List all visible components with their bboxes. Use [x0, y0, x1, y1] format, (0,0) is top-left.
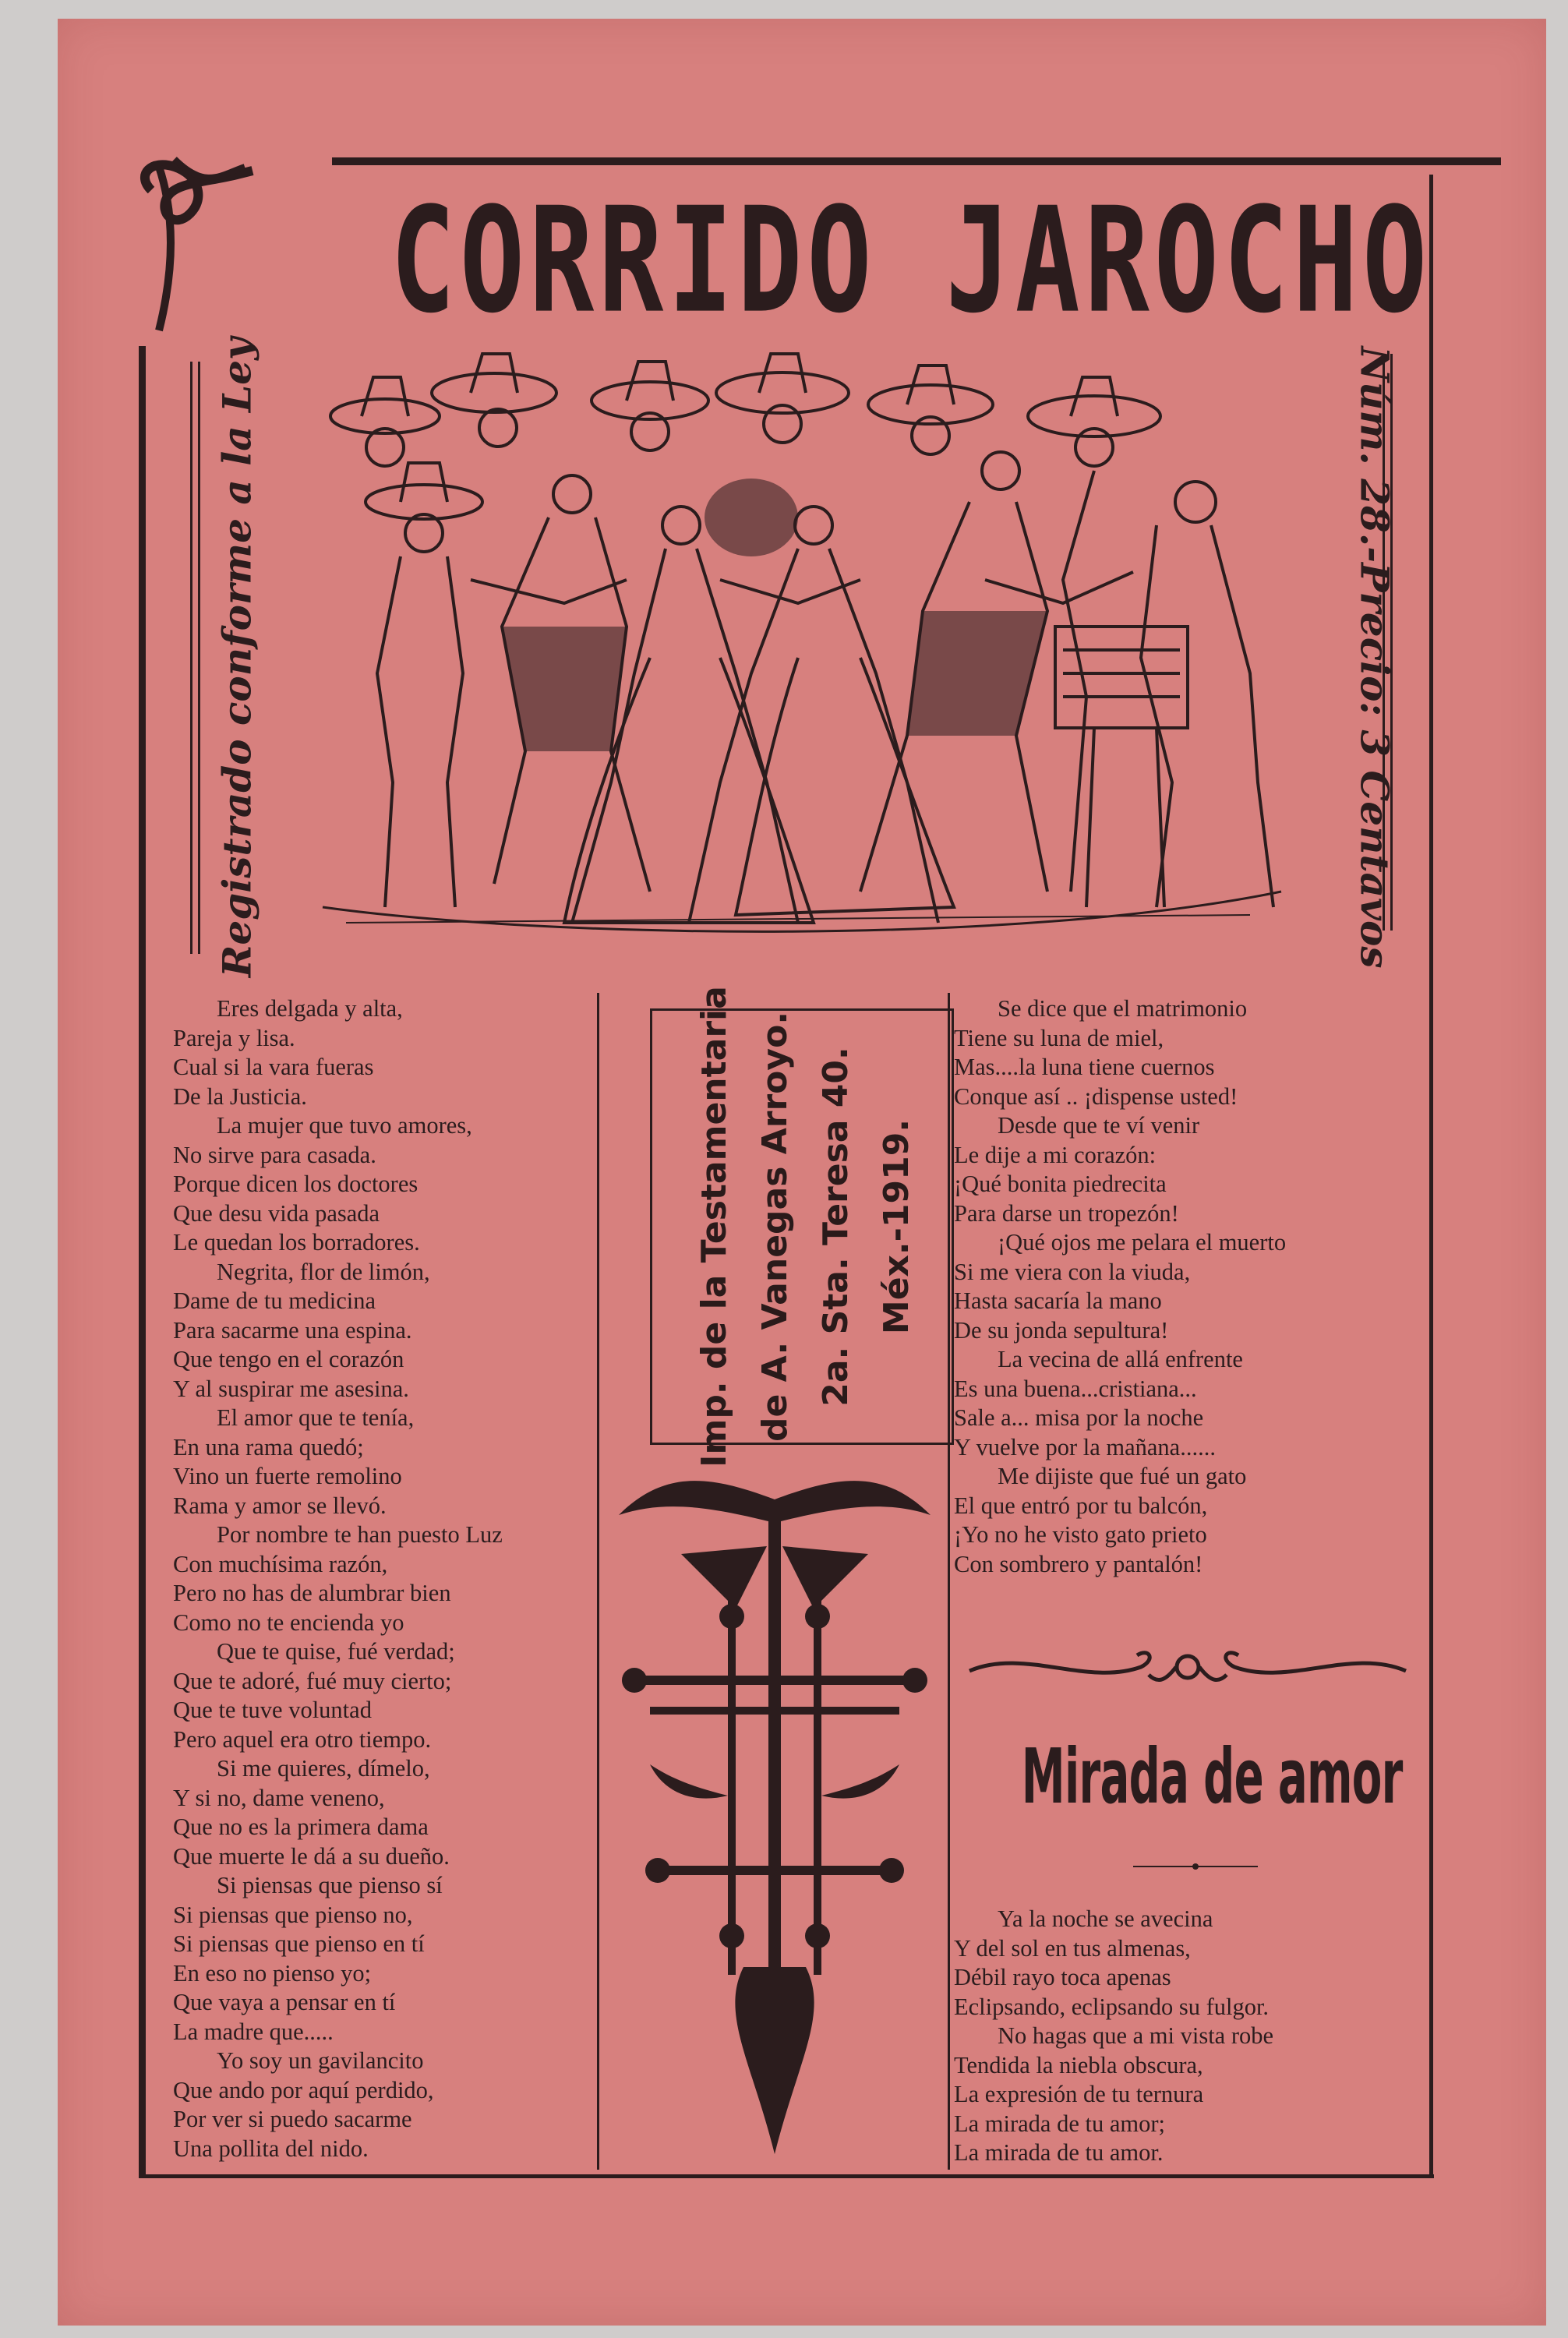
registration-note: Registrado conforme a la Ley — [214, 337, 260, 978]
verse-line: Que no es la primera dama — [173, 1814, 429, 1840]
small-divider — [1133, 1861, 1258, 1872]
verse-line: Que te quise, fué verdad; — [217, 1638, 455, 1665]
verse-line: Por nombre te han puesto Luz — [217, 1521, 503, 1548]
dancers-illustration — [315, 346, 1289, 962]
verse-line: Mas....la luna tiene cuernos — [954, 1054, 1215, 1080]
verse-line: Es una buena...cristiana... — [954, 1375, 1197, 1402]
central-ornament — [603, 1468, 946, 2170]
verse-line: ¡Qué ojos me pelara el muerto — [998, 1229, 1287, 1256]
verse-line: Dame de tu medicina — [173, 1287, 376, 1314]
verse-line: Porque dicen los doctores — [173, 1171, 418, 1197]
verse-line: Por ver si puedo sacarme — [173, 2106, 412, 2132]
verse-line: Y al suspirar me asesina. — [173, 1375, 409, 1402]
verse-line: En eso no pienso yo; — [173, 1959, 372, 1987]
verse-line: El que entró por tu balcón, — [954, 1492, 1208, 1519]
verse-line: Si piensas que pienso sí — [217, 1872, 443, 1898]
verse-line: Le quedan los borradores. — [173, 1229, 420, 1256]
verse-line: Se dice que el matrimonio — [998, 995, 1248, 1022]
verse-line: Eclipsando, eclipsando su fulgor. — [954, 1993, 1270, 2020]
verse-line: La mirada de tu amor. — [954, 2139, 1164, 2166]
left-inner-rule — [190, 362, 192, 954]
left-frame-rule — [139, 346, 146, 2177]
verse-line: La mirada de tu amor; — [954, 2110, 1166, 2137]
imprint-line: 2a. Sta. Teresa 40. — [816, 1047, 856, 1407]
left-inner-rule-2 — [198, 362, 200, 954]
verse-line: Para sacarme una espina. — [173, 1316, 412, 1344]
imprint-box — [650, 986, 954, 1467]
bottom-frame-rule — [139, 2174, 1434, 2178]
verse-line: Que te adoré, fué muy cierto; — [173, 1667, 452, 1694]
verse-line: Para darse un tropezón! — [954, 1199, 1179, 1227]
verse-line: Ya la noche se avecina — [998, 1905, 1213, 1932]
verse-line: Vino un fuerte remolino — [173, 1463, 402, 1489]
verse-line: Yo soy un gavilancito — [217, 2047, 424, 2074]
verse-line: Desde que te ví venir — [998, 1112, 1200, 1139]
top-rule — [332, 157, 1501, 165]
verse-line: Con sombrero y pantalón! — [954, 1550, 1203, 1577]
verse-line: Una pollita del nido. — [173, 2135, 369, 2162]
verse-line: Pero no has de alumbrar bien — [173, 1580, 451, 1606]
verse-line: El amor que te tenía, — [217, 1404, 415, 1431]
verse-line: De su jonda sepultura! — [954, 1316, 1169, 1344]
verse-line: Que muerte le dá a su dueño. — [173, 1842, 450, 1870]
verse-line: Hasta sacaría la mano — [954, 1287, 1162, 1314]
verse-line: Si piensas que pienso en tí — [173, 1930, 425, 1957]
verse-line: Si me viera con la viuda, — [954, 1258, 1191, 1285]
verse-line: La mujer que tuvo amores, — [217, 1112, 472, 1139]
verse-line: La madre que..... — [173, 2018, 334, 2045]
right-verses — [954, 994, 1437, 1579]
poem-title: Mirada de amor — [1021, 1733, 1403, 1821]
verse-line: Pareja y lisa. — [173, 1024, 295, 1051]
verse-line: Cual si la vara fueras — [173, 1054, 374, 1080]
issue-price-note: Núm. 28.-Precio: 3 Centavos — [1351, 346, 1398, 969]
imprint-text — [658, 986, 954, 1467]
verse-line: ¡Qué bonita piedrecita — [954, 1171, 1167, 1197]
verse-line: ¡Yo no he visto gato prieto — [954, 1521, 1207, 1548]
verse-line: No sirve para casada. — [173, 1141, 376, 1168]
left-verses — [173, 994, 664, 2163]
verse-line: En una rama quedó; — [173, 1433, 364, 1460]
verse-line: Si piensas que pienso no, — [173, 1901, 413, 1928]
verse-line: Sale a... misa por la noche — [954, 1404, 1204, 1431]
verse-line: Que ando por aquí perdido, — [173, 2076, 434, 2103]
verse-line: Como no te encienda yo — [173, 1609, 404, 1636]
verse-line: La expresión de tu ternura — [954, 2081, 1204, 2107]
broadside-sheet — [58, 19, 1546, 2326]
verse-line: Débil rayo toca apenas — [954, 1964, 1171, 1990]
verse-line: Conque así .. ¡dispense usted! — [954, 1082, 1238, 1110]
verse-line: Que desu vida pasada — [173, 1199, 380, 1227]
imprint-line: Méx.-1919. — [877, 1118, 916, 1335]
page-title: CORRIDO JAROCHO — [390, 175, 1432, 346]
verse-line: Con muchísima razón, — [173, 1550, 388, 1577]
verse-line: De la Justicia. — [173, 1082, 307, 1110]
verse-line: Tendida la niebla obscura, — [954, 2051, 1203, 2078]
verse-line: Rama y amor se llevó. — [173, 1492, 387, 1519]
verse-line: No hagas que a mi vista robe — [998, 2022, 1274, 2049]
verse-line: Le dije a mi corazón: — [954, 1141, 1157, 1168]
verse-line: La vecina de allá enfrente — [998, 1346, 1243, 1372]
verse-line: Eres delgada y alta, — [217, 995, 403, 1022]
verse-line: Y si no, dame veneno, — [173, 1784, 385, 1811]
verse-line: Me dijiste que fué un gato — [998, 1463, 1247, 1489]
verse-line: Y del sol en tus almenas, — [954, 1934, 1191, 1962]
verse-line: Negrita, flor de limón, — [217, 1258, 430, 1285]
verse-line: Si me quieres, dímelo, — [217, 1755, 430, 1782]
verse-line: Pero aquel era otro tiempo. — [173, 1725, 432, 1753]
verse-line: Que te tuve voluntad — [173, 1697, 372, 1723]
flourish-separator — [962, 1640, 1414, 1694]
verse-line: Y vuelve por la mañana...... — [954, 1433, 1216, 1460]
verse-line: Que tengo en el corazón — [173, 1346, 404, 1372]
verse-line: Que vaya a pensar en tí — [173, 1989, 396, 2015]
verse-line: Tiene su luna de miel, — [954, 1024, 1164, 1051]
imprint-line: Imp. de la Testamentaria — [694, 986, 734, 1467]
imprint-line: de A. Vanegas Arroyo. — [755, 1011, 795, 1443]
poem-verses — [954, 1905, 1437, 2168]
